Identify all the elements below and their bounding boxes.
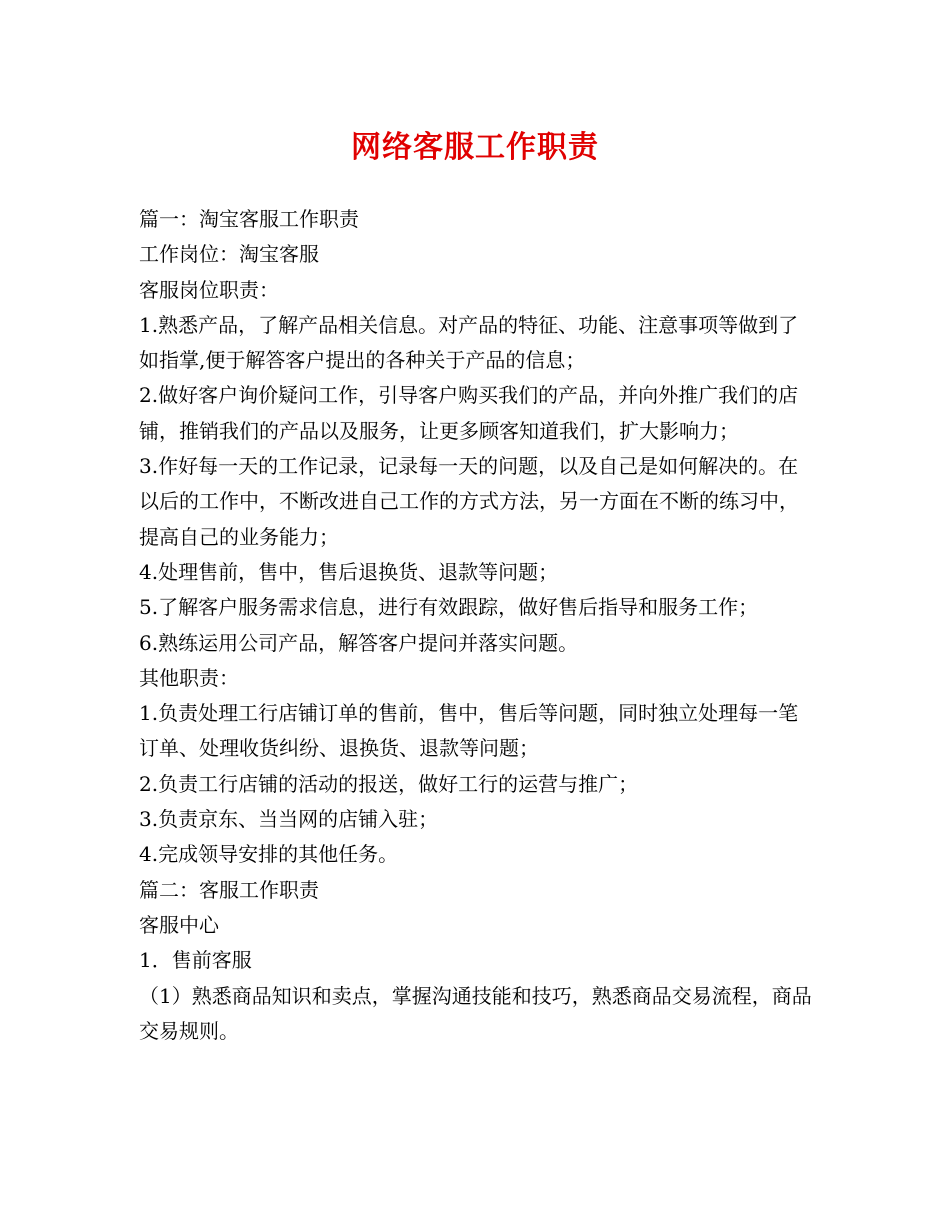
duty-item: 6.熟练运用公司产品，解答客户提问并落实问题。 [139,630,579,655]
other-duty-item: 2.负责工行店铺的活动的报送，做好工行的运营与推广； [139,771,639,796]
duty-item: 5.了解客户服务需求信息，进行有效跟踪，做好售后指导和服务工作； [139,595,759,620]
other-duty-item: 3.负责京东、当当网的店铺入驻； [139,807,439,832]
other-duty-item: 4.完成领导安排的其他任务。 [139,842,399,867]
document-body [139,202,815,1049]
other-duties-heading: 其他职责： [139,665,239,690]
service-center-heading: 客服中心 [139,912,219,937]
duty-item: 2.做好客户询价疑问工作，引导客户购买我们的产品，并向外推广我们的店铺，推销我们的产品以及服务，让更多顾客知道我们，扩大影响力； [139,383,799,443]
presales-heading: 1．售前客服 [139,948,252,973]
other-duty-item: 1.负责处理工行店铺订单的售前，售中，售后等问题，同时独立处理每一笔订单、处理收货纠纷、退换货、退款等问题； [139,701,799,761]
duty-item: 1.熟悉产品，了解产品相关信息。对产品的特征、功能、注意事项等做到了如指掌,便于解答客户提出的各种关于产品的信息； [139,312,799,373]
document-title: 网络客服工作职责 [351,130,599,165]
duty-item: 3.作好每一天的工作记录，记录每一天的问题，以及自己是如何解决的。在以后的工作中，不断改进自己工作的方式方法，另一方面在不断的练习中，提高自己的业务能力； [139,454,799,549]
section-heading-2: 篇二：客服工作职责 [139,877,319,902]
duties-heading: 客服岗位职责： [139,277,279,302]
presales-item: （1）熟悉商品知识和卖点，掌握沟通技能和技巧，熟悉商品交易流程，商品交易规则。 [139,983,812,1043]
duty-item: 4.处理售前，售中，售后退换货、退款等问题； [139,559,559,584]
job-position-line: 工作岗位：淘宝客服 [139,242,319,267]
section-heading-1: 篇一：淘宝客服工作职责 [139,207,359,231]
